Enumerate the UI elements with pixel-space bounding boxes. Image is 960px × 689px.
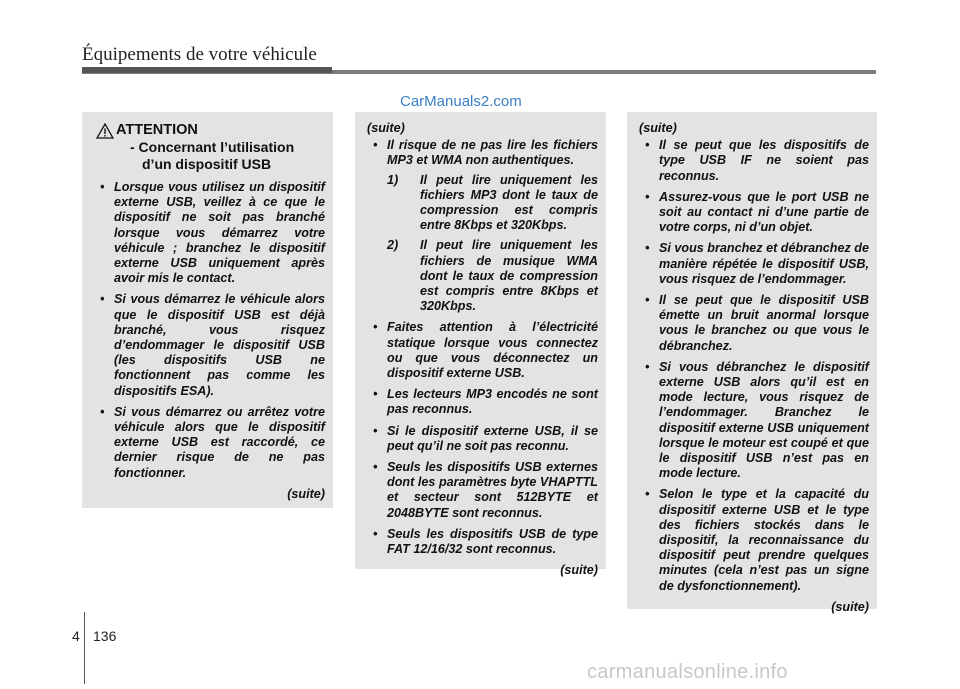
list-item: • Seuls les dispositifs USB de type FAT 12/16/32 sont reconnus. [367, 527, 598, 557]
list-item [367, 138, 598, 314]
bullet-list [367, 138, 598, 557]
list-item-lead: Il risque de ne pas lire les fichiers MP3 et WMA non authentiques. [387, 138, 598, 168]
list-item: • Il se peut que les dispositifs de type USB IF ne soient pas reconnus. [639, 138, 869, 184]
attention-heading [94, 122, 325, 173]
list-item: • Si le dispositif externe USB, il se peut qu’il ne soit pas reconnu. [367, 424, 598, 454]
list-item: • Lorsque vous utilisez un dispositif externe USB, veillez à ce que le dispositif ne soit pas branché lorsque vous démarrez votre véhicule ; branchez le dispositif externe USB uniquement après avoir mis le contact. [94, 180, 325, 286]
watermark-top: CarManuals2.com [400, 93, 522, 110]
page-number-divider [84, 612, 85, 684]
list-item: • Si vous démarrez le véhicule alors que le dispositif USB est déjà branché, vous risquez d’endommager le dispositif USB (les dispositifs USB ne fonctionnent pas comme les dispositifs ESA). [94, 292, 325, 398]
continued-top-label: (suite) [639, 121, 677, 135]
list-item: • Assurez-vous que le port USB ne soit au contact ni d’une partie de votre corps, ni d’un objet. [639, 190, 869, 236]
warning-triangle-icon [96, 123, 114, 139]
item-number: 1) [387, 172, 399, 187]
watermark-bottom: carmanualsonline.info [587, 661, 788, 683]
attention-subtitle-1: - Concernant l’utilisation [130, 139, 295, 155]
page-number: 136 [93, 628, 117, 644]
attention-panel [82, 112, 333, 508]
continued-label: (suite) [287, 486, 325, 501]
header-rule-accent [82, 67, 332, 73]
bullet-list [639, 138, 869, 594]
header-rule [82, 70, 876, 74]
list-item: • Il se peut que le dispositif USB émette un bruit anormal lorsque vous le branchez ou que vous le débranchez. [639, 293, 869, 354]
attention-subtitle-2: d’un dispositif USB [142, 156, 272, 172]
chapter-number: 4 [72, 628, 80, 644]
page-header-title: Équipements de votre véhicule [82, 44, 317, 65]
continued-label: (suite) [831, 599, 869, 614]
attention-list [94, 180, 325, 481]
item-number: 2) [387, 238, 399, 253]
continued-panel-2 [355, 112, 606, 578]
numbered-item [387, 173, 598, 234]
list-item: • Faites attention à l’électricité statique lorsque vous connectez ou que vous déconnectez un dispositif externe USB. [367, 320, 598, 381]
numbered-list [387, 173, 598, 315]
attention-label: ATTENTION [116, 122, 198, 138]
continued-panel-3 [627, 112, 877, 614]
list-item: • Seuls les dispositifs USB externes dont les paramètres byte VHAPTTL et secteur sont 512BYTE et 2048BYTE sont reconnus. [367, 460, 598, 521]
list-item: • Si vous débranchez le dispositif externe USB alors qu’il est en mode lecture, vous risquez de l’endommager. Branchez le dispositif externe USB uniquement lorsque le moteur est coupé et que le dispositif USB n’est pas en mode lecture. [639, 360, 869, 482]
numbered-item-text: Il peut lire uniquement les fichiers MP3 dont le taux de compression est compris entre 8Kbps et 320Kbps. [420, 172, 598, 233]
list-item: • Si vous démarrez ou arrêtez votre véhicule alors que le dispositif externe USB est raccordé, ce dernier risque de ne pas fonctionner. [94, 405, 325, 481]
continued-label: (suite) [560, 563, 598, 578]
list-item: • Selon le type et la capacité du dispositif externe USB et le type des fichiers stockés dans le dispositif, la reconnaissance du dispositif peut prendre quelques minutes (cela n’est pas un signe de dysfonctionnement). [639, 487, 869, 593]
numbered-item [387, 238, 598, 314]
list-item: • Si vous branchez et débranchez de manière répétée le dispositif USB, vous risquez de l’endommager. [639, 241, 869, 287]
continued-top-label: (suite) [367, 121, 405, 135]
list-item: • Les lecteurs MP3 encodés ne sont pas reconnus. [367, 387, 598, 417]
numbered-item-text: Il peut lire uniquement les fichiers de musique WMA dont le taux de compression est compris entre 8Kbps et 320Kbps. [420, 238, 598, 314]
